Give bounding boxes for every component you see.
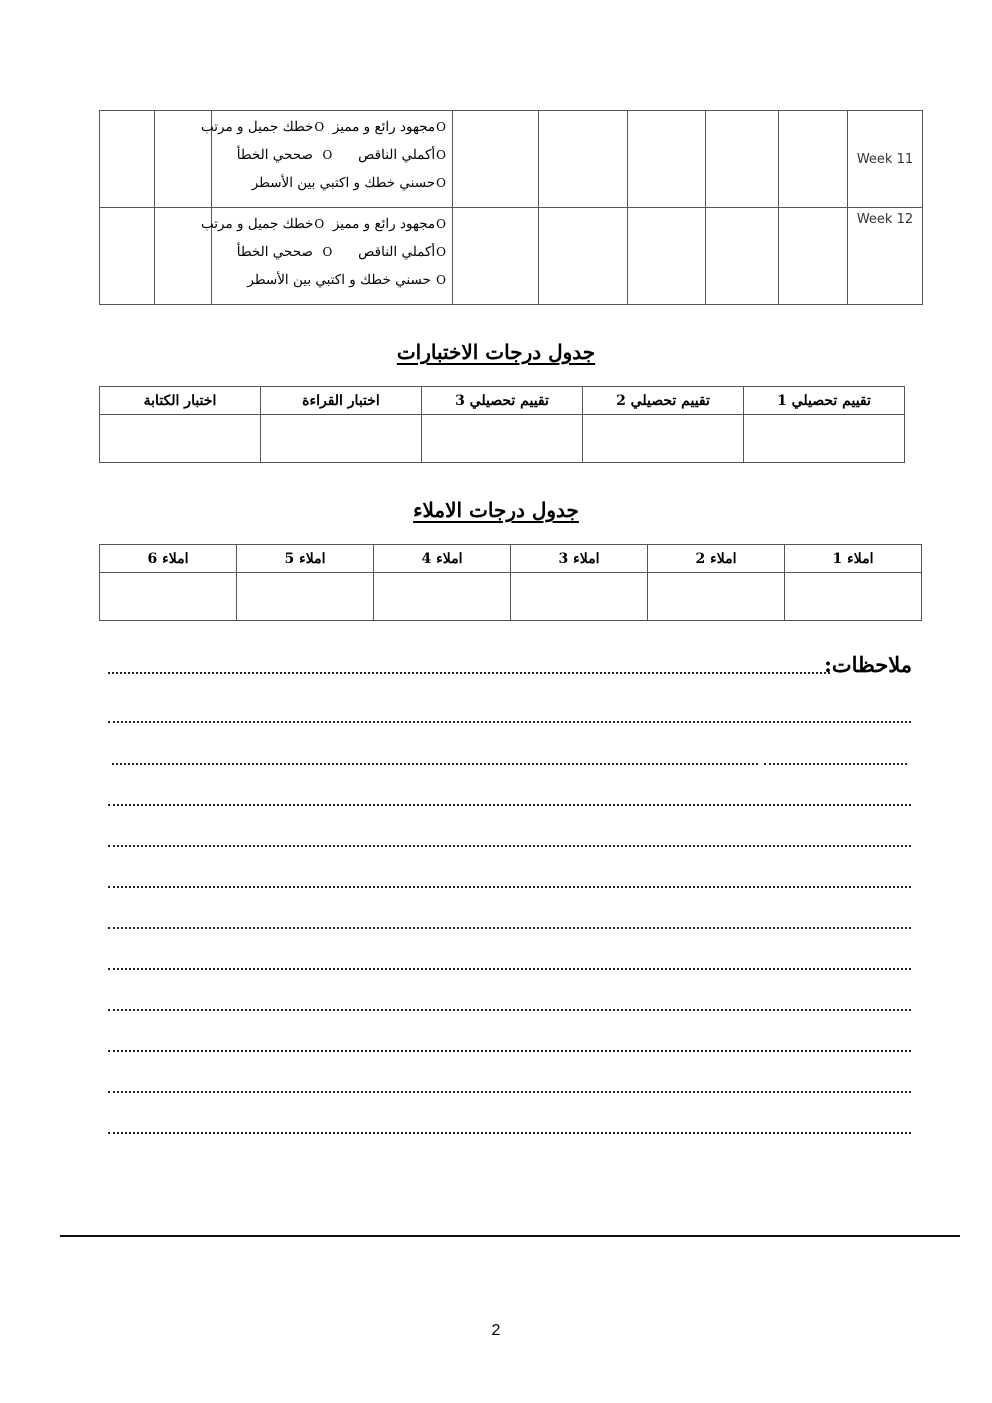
- notes-line[interactable]: [108, 721, 911, 723]
- column-header: تقييم تحصيلي 1: [744, 387, 905, 415]
- table-row: [100, 208, 923, 305]
- column-header: اختبار الكتابة: [100, 387, 261, 415]
- circle-icon[interactable]: O: [436, 245, 446, 259]
- grade-cell[interactable]: [628, 208, 706, 305]
- grade-cell[interactable]: [100, 111, 155, 208]
- option-label: مجهود رائع و مميز: [332, 119, 436, 135]
- grade-cell[interactable]: [706, 208, 779, 305]
- circle-icon[interactable]: O: [322, 245, 333, 259]
- column-header: املاء 5: [237, 545, 374, 573]
- column-header: اختبار القراءة: [261, 387, 422, 415]
- column-header: املاء 2: [648, 545, 785, 573]
- grade-cell[interactable]: [422, 415, 583, 463]
- notes-line[interactable]: [108, 1091, 911, 1093]
- column-header: املاء 6: [100, 545, 237, 573]
- column-header: املاء 3: [511, 545, 648, 573]
- grade-cell[interactable]: [261, 415, 422, 463]
- grade-cell[interactable]: [237, 573, 374, 621]
- weekly-evaluation-table: [99, 110, 923, 305]
- grade-cell[interactable]: [706, 111, 779, 208]
- notes-line[interactable]: [108, 886, 911, 888]
- page-number: 2: [491, 1322, 501, 1339]
- table-row: [100, 415, 905, 463]
- grade-cell[interactable]: [453, 111, 539, 208]
- table-row: [100, 573, 922, 621]
- column-header: تقييم تحصيلي 3: [422, 387, 583, 415]
- table-header-row: [100, 387, 905, 415]
- grade-cell[interactable]: [744, 415, 905, 463]
- dictation-section-title: [0, 498, 992, 522]
- notes-line[interactable]: [108, 1132, 911, 1134]
- circle-icon[interactable]: O: [314, 120, 325, 134]
- notes-line[interactable]: [108, 1009, 911, 1011]
- circle-icon[interactable]: O: [436, 148, 446, 162]
- option-label: حسني خطك و اكتبي بين الأسطر: [247, 272, 431, 288]
- tests-grades-table: [99, 386, 905, 463]
- circle-icon[interactable]: O: [322, 148, 333, 162]
- grade-cell[interactable]: [779, 208, 848, 305]
- grade-cell[interactable]: [100, 208, 155, 305]
- circle-icon[interactable]: O: [436, 217, 446, 231]
- grade-cell[interactable]: [628, 111, 706, 208]
- notes-line[interactable]: [108, 804, 911, 806]
- grade-cell[interactable]: [453, 208, 539, 305]
- option-label: صححي الخطأ: [236, 147, 313, 163]
- notes-line[interactable]: [108, 672, 830, 674]
- grade-cell[interactable]: [100, 415, 261, 463]
- grade-cell[interactable]: [785, 573, 922, 621]
- column-header: املاء 1: [785, 545, 922, 573]
- grade-cell[interactable]: [511, 573, 648, 621]
- grade-cell[interactable]: [539, 208, 628, 305]
- option-label: خطك جميل و مرتب: [201, 216, 314, 232]
- circle-icon[interactable]: O: [436, 273, 446, 287]
- tests-section-title: [0, 340, 992, 364]
- footer-divider: [60, 1235, 960, 1237]
- column-header: املاء 4: [374, 545, 511, 573]
- dictation-grades-table: [99, 544, 922, 621]
- circle-icon[interactable]: O: [436, 176, 446, 190]
- grade-cell[interactable]: [583, 415, 744, 463]
- notes-line[interactable]: [108, 968, 911, 970]
- circle-icon[interactable]: O: [436, 120, 446, 134]
- notes-line[interactable]: [108, 927, 911, 929]
- notes-line[interactable]: [112, 763, 758, 765]
- tests-title-text: جدول درجات الاختبارات: [396, 340, 596, 364]
- week-label: Week 12: [848, 208, 923, 305]
- notes-line[interactable]: [108, 845, 911, 847]
- option-label: صححي الخطأ: [236, 244, 313, 260]
- table-row: [100, 111, 923, 208]
- dictation-title-text: جدول درجات الاملاء: [413, 498, 579, 522]
- circle-icon[interactable]: O: [314, 217, 325, 231]
- option-label: خطك جميل و مرتب: [201, 119, 314, 135]
- option-label: مجهود رائع و مميز: [332, 216, 436, 232]
- grade-cell[interactable]: [100, 573, 237, 621]
- notes-line[interactable]: [764, 763, 907, 765]
- grade-cell[interactable]: [648, 573, 785, 621]
- feedback-options-cell: [201, 111, 453, 208]
- feedback-options-cell: [201, 208, 453, 305]
- notes-line[interactable]: [108, 1050, 911, 1052]
- notes-label: ملاحظات:: [824, 652, 912, 677]
- column-header: تقييم تحصيلي 2: [583, 387, 744, 415]
- week-label: Week 11: [848, 111, 923, 208]
- grade-cell[interactable]: [374, 573, 511, 621]
- table-header-row: [100, 545, 922, 573]
- grade-cell[interactable]: [779, 111, 848, 208]
- option-label: أكملي الناقص: [358, 244, 436, 260]
- grade-cell[interactable]: [539, 111, 628, 208]
- option-label: أكملي الناقص: [358, 147, 436, 163]
- option-label: حسني خطك و اكتبي بين الأسطر: [251, 175, 436, 191]
